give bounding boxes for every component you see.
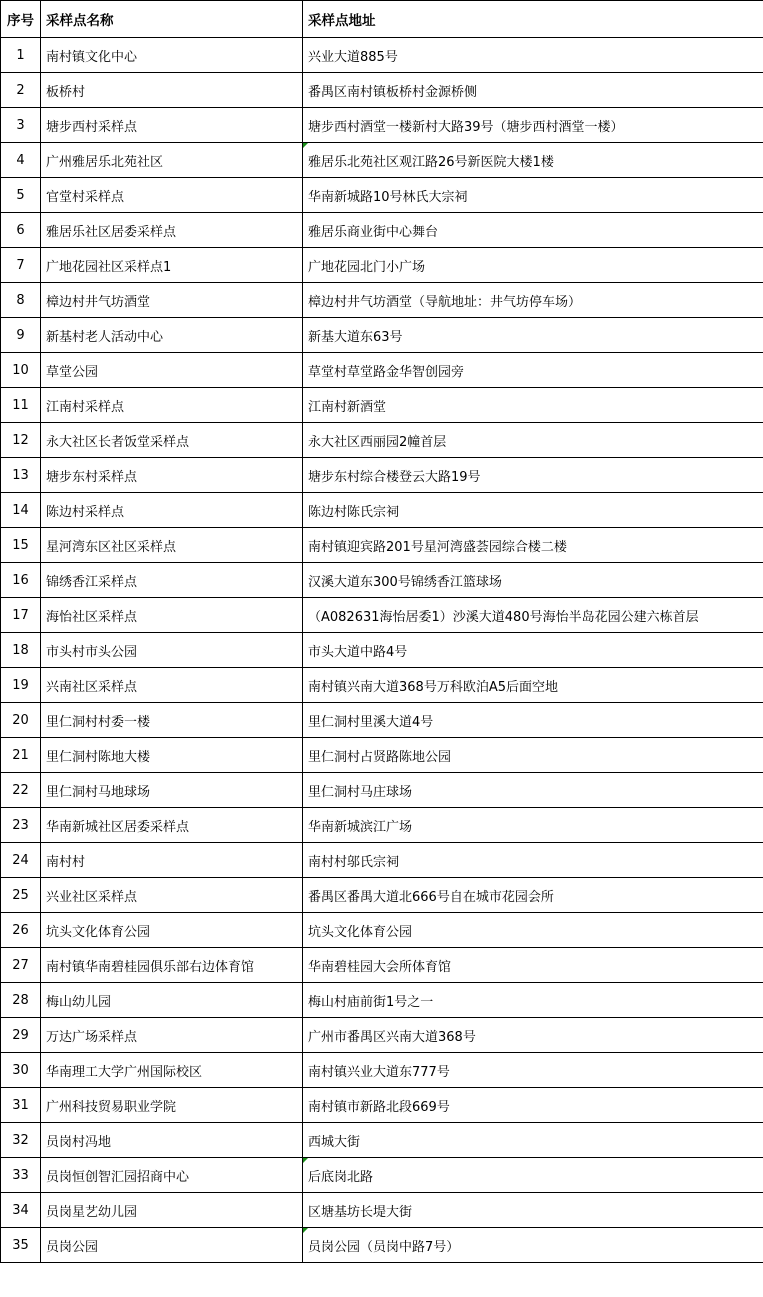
site-address: 汉溪大道东300号锦绣香江篮球场 [303, 563, 763, 598]
table-row [1, 1123, 763, 1158]
row-number: 18 [1, 633, 41, 668]
site-name: 市头村市头公园 [41, 633, 303, 668]
site-address: 梅山村庙前街1号之一 [303, 983, 763, 1018]
site-address: 兴业大道885号 [303, 38, 763, 73]
table-row [1, 948, 763, 983]
site-address: 西城大街 [303, 1123, 763, 1158]
site-name: 梅山幼儿园 [41, 983, 303, 1018]
row-number: 32 [1, 1123, 41, 1158]
row-number: 9 [1, 318, 41, 353]
site-address: 坑头文化体育公园 [303, 913, 763, 948]
site-address: （A082631海怡居委1）沙溪大道480号海怡半岛花园公建六栋首层 [303, 598, 763, 633]
site-name: 草堂公园 [41, 353, 303, 388]
table-row [1, 528, 763, 563]
site-name: 员岗公园 [41, 1228, 303, 1263]
table-row [1, 1053, 763, 1088]
table-row [1, 318, 763, 353]
row-number: 7 [1, 248, 41, 283]
row-number: 10 [1, 353, 41, 388]
row-number: 8 [1, 283, 41, 318]
site-name: 员岗星艺幼儿园 [41, 1193, 303, 1228]
row-number: 26 [1, 913, 41, 948]
site-address: 雅居乐北苑社区观江路26号新医院大楼1楼 [303, 143, 763, 178]
site-name: 官堂村采样点 [41, 178, 303, 213]
row-number: 24 [1, 843, 41, 878]
header-site-name: 采样点名称 [41, 1, 303, 38]
site-name: 塘步西村采样点 [41, 108, 303, 143]
site-name: 樟边村井气坊酒堂 [41, 283, 303, 318]
site-name: 坑头文化体育公园 [41, 913, 303, 948]
site-address: 番禺区南村镇板桥村金源桥侧 [303, 73, 763, 108]
site-name: 兴南社区采样点 [41, 668, 303, 703]
row-number: 19 [1, 668, 41, 703]
site-address: 区塘基坊长堤大街 [303, 1193, 763, 1228]
table-row [1, 108, 763, 143]
site-name: 塘步东村采样点 [41, 458, 303, 493]
site-address: 永大社区西丽园2幢首层 [303, 423, 763, 458]
site-address: 华南新城路10号林氏大宗祠 [303, 178, 763, 213]
table-row [1, 73, 763, 108]
row-number: 16 [1, 563, 41, 598]
site-address: 后底岗北路 [303, 1158, 763, 1193]
row-number: 31 [1, 1088, 41, 1123]
table-row [1, 913, 763, 948]
site-address: 员岗公园（员岗中路7号） [303, 1228, 763, 1263]
site-name: 里仁洞村陈地大楼 [41, 738, 303, 773]
row-number: 11 [1, 388, 41, 423]
table-header-row [1, 1, 763, 38]
table-row [1, 353, 763, 388]
row-number: 28 [1, 983, 41, 1018]
table-row [1, 1158, 763, 1193]
site-name: 南村镇华南碧桂园俱乐部右边体育馆 [41, 948, 303, 983]
site-address: 南村镇兴南大道368号万科欧泊A5后面空地 [303, 668, 763, 703]
site-address: 里仁洞村马庄球场 [303, 773, 763, 808]
row-number: 27 [1, 948, 41, 983]
row-number: 21 [1, 738, 41, 773]
site-address: 里仁洞村占贤路陈地公园 [303, 738, 763, 773]
table-row [1, 738, 763, 773]
site-address: 塘步东村综合楼登云大路19号 [303, 458, 763, 493]
row-number: 6 [1, 213, 41, 248]
row-number: 17 [1, 598, 41, 633]
site-address: 雅居乐商业街中心舞台 [303, 213, 763, 248]
site-name: 兴业社区采样点 [41, 878, 303, 913]
row-number: 34 [1, 1193, 41, 1228]
table-row [1, 388, 763, 423]
site-name: 锦绣香江采样点 [41, 563, 303, 598]
header-number: 序号 [1, 1, 41, 38]
table-row [1, 1228, 763, 1263]
table-row [1, 1193, 763, 1228]
table-row [1, 213, 763, 248]
site-name: 华南理工大学广州国际校区 [41, 1053, 303, 1088]
site-name: 里仁洞村村委一楼 [41, 703, 303, 738]
table-row [1, 1018, 763, 1053]
site-address: 新基大道东63号 [303, 318, 763, 353]
row-number: 14 [1, 493, 41, 528]
table-row [1, 773, 763, 808]
row-number: 3 [1, 108, 41, 143]
site-address: 南村镇兴业大道东777号 [303, 1053, 763, 1088]
row-number: 5 [1, 178, 41, 213]
table-row [1, 1088, 763, 1123]
table-row [1, 563, 763, 598]
site-address: 华南新城滨江广场 [303, 808, 763, 843]
table-row [1, 983, 763, 1018]
site-name: 江南村采样点 [41, 388, 303, 423]
site-name: 万达广场采样点 [41, 1018, 303, 1053]
table-row [1, 633, 763, 668]
table-row [1, 703, 763, 738]
row-number: 29 [1, 1018, 41, 1053]
table-row [1, 423, 763, 458]
row-number: 30 [1, 1053, 41, 1088]
site-name: 雅居乐社区居委采样点 [41, 213, 303, 248]
row-number: 12 [1, 423, 41, 458]
table-row [1, 38, 763, 73]
row-number: 15 [1, 528, 41, 563]
table-row [1, 178, 763, 213]
site-address: 华南碧桂园大会所体育馆 [303, 948, 763, 983]
site-name: 员岗恒创智汇园招商中心 [41, 1158, 303, 1193]
site-name: 员岗村冯地 [41, 1123, 303, 1158]
row-number: 2 [1, 73, 41, 108]
site-name: 新基村老人活动中心 [41, 318, 303, 353]
row-number: 13 [1, 458, 41, 493]
site-name: 南村村 [41, 843, 303, 878]
site-name: 板桥村 [41, 73, 303, 108]
row-number: 35 [1, 1228, 41, 1263]
table-row [1, 808, 763, 843]
row-number: 20 [1, 703, 41, 738]
table-row [1, 493, 763, 528]
site-name: 永大社区长者饭堂采样点 [41, 423, 303, 458]
site-name: 星河湾东区社区采样点 [41, 528, 303, 563]
site-address: 塘步西村酒堂一楼新村大路39号（塘步西村酒堂一楼） [303, 108, 763, 143]
row-number: 22 [1, 773, 41, 808]
site-address: 番禺区番禺大道北666号自在城市花园会所 [303, 878, 763, 913]
table-row [1, 458, 763, 493]
row-number: 33 [1, 1158, 41, 1193]
site-address: 樟边村井气坊酒堂（导航地址：井气坊停车场） [303, 283, 763, 318]
site-address: 江南村新酒堂 [303, 388, 763, 423]
site-name: 里仁洞村马地球场 [41, 773, 303, 808]
site-name: 广州雅居乐北苑社区 [41, 143, 303, 178]
site-address: 广州市番禺区兴南大道368号 [303, 1018, 763, 1053]
site-address: 里仁洞村里溪大道4号 [303, 703, 763, 738]
site-name: 海怡社区采样点 [41, 598, 303, 633]
header-site-address: 采样点地址 [303, 1, 763, 38]
row-number: 25 [1, 878, 41, 913]
site-address: 广地花园北门小广场 [303, 248, 763, 283]
site-address: 陈边村陈氏宗祠 [303, 493, 763, 528]
table-row [1, 598, 763, 633]
table-row [1, 248, 763, 283]
site-address: 草堂村草堂路金华智创园旁 [303, 353, 763, 388]
table-row [1, 668, 763, 703]
table-row [1, 143, 763, 178]
site-name: 广地花园社区采样点1 [41, 248, 303, 283]
site-name: 陈边村采样点 [41, 493, 303, 528]
site-name: 南村镇文化中心 [41, 38, 303, 73]
site-name: 广州科技贸易职业学院 [41, 1088, 303, 1123]
site-name: 华南新城社区居委采样点 [41, 808, 303, 843]
table-row [1, 878, 763, 913]
table-row [1, 843, 763, 878]
row-number: 1 [1, 38, 41, 73]
row-number: 23 [1, 808, 41, 843]
table-row [1, 283, 763, 318]
site-address: 市头大道中路4号 [303, 633, 763, 668]
site-address: 南村镇市新路北段669号 [303, 1088, 763, 1123]
site-address: 南村村邬氏宗祠 [303, 843, 763, 878]
site-address: 南村镇迎宾路201号星河湾盛荟园综合楼二楼 [303, 528, 763, 563]
row-number: 4 [1, 143, 41, 178]
